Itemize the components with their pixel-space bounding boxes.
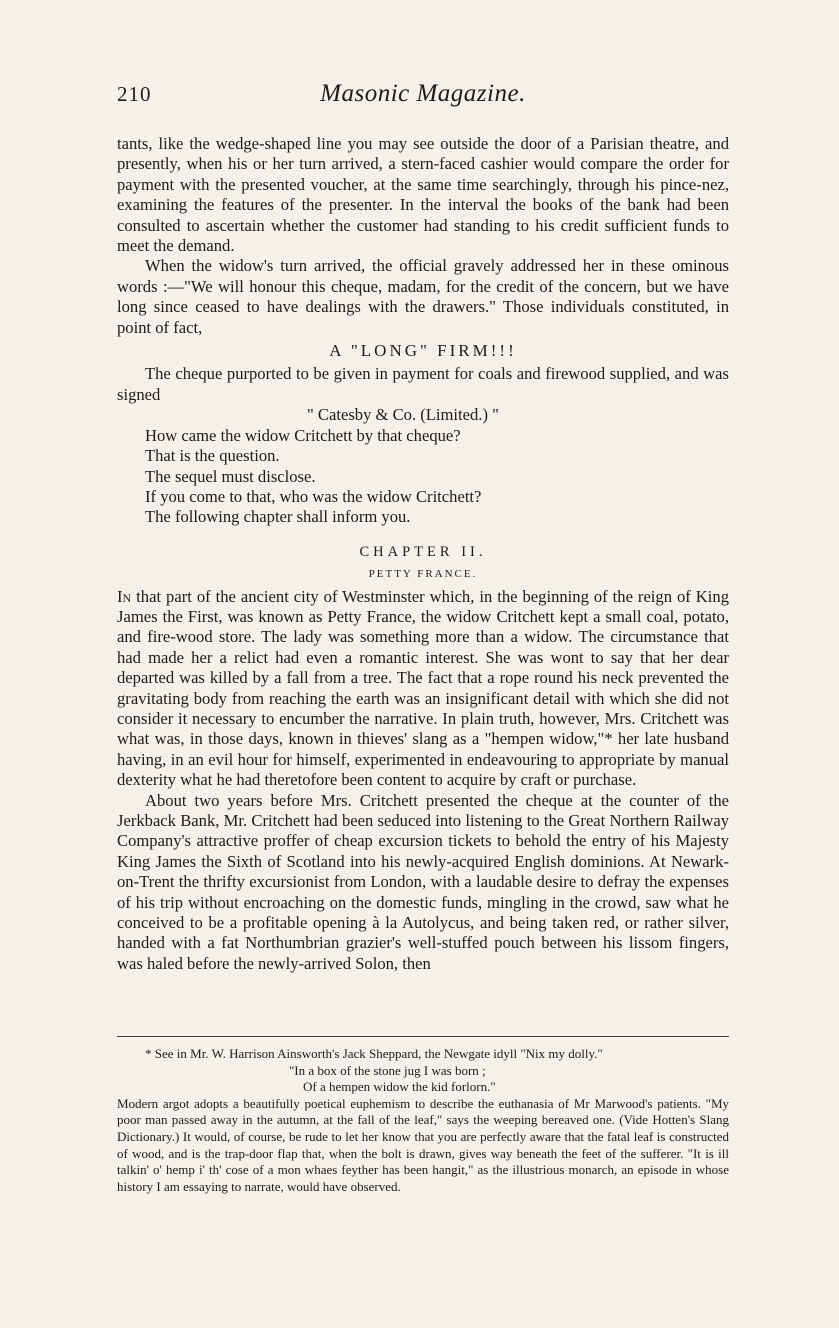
footnote-text: Modern argot adopts a beautifully poetical euphemism to describe the euthanasia of Mr Marwood's patients. "My poor man passed away in the autumn, at the fall of the leaf," says the weeping bereaved one. (Vide Hotten's Slang Dictionary.) It would, of course, be rude to let her know that you are perfectly aware that the fatal leaf is constructed of wood, and is the trap-door flap that, when the bolt is drawn, gives way beneath the feet of the sufferer. "It is ill talkin' o' hemp i' th' cose of a mon whaes feyther has been hangit," as the illustrious monarch, an episode in whose history I am essaying to narrate, would have observed. [117,1095,729,1194]
footnote-verse-1: "In a box of the stone jug I was born ; [289,1062,486,1078]
paragraph-4-text: that part of the ancient city of Westminster which, in the beginning of the reign of King James the First, was known as Petty France, the widow Critchett kept a small coal, potato, and fire-wood store. The lady was something more than a widow. The circumstance that had made her a relict had even a romantic interest. She was wont to say that her dear departed was killed by a fall from a tree. The fact that a rope round his neck prevented the gravitating body from reaching the earth was an insignificant detail with which she did not consider it necessary to encumber the narrative. In plain truth, however, Mrs. Critchett was what was, in those days, known in thieves' slang as a "hempen widow,"* her late husband having, in an evil hour for himself, experimented in endeavouring to appropriate by manual dexterity what he had theretofore been content to acquire by craft or purchase. [117,586,729,790]
verse-line-2: That is the question. [145,446,280,466]
paragraph-5: About two years before Mrs. Critchett presented the cheque at the counter of the Jerkback Bank, Mr. Critchett had been seduced into listening to the Great Northern Railway Company's attractive proffer of cheap excursion tickets to behold the entry of his Majesty King James the Sixth of Scotland into his newly-acquired English dominions. At Newark-on-Trent the thrifty excursionist from London, with a laudable desire to defray the expenses of his trip without encroaching on the domestic funds, mingling in the crowd, saw what he conceived to be a profitable opening à la Autolycus, and being taken red, or rather silver, handed with a fat Northumbrian grazier's well-stuffed pouch between his lissom fingers, was haled before the newly-arrived Solon, then [117,790,729,973]
footnote-divider [117,1036,729,1037]
signature-line: " Catesby & Co. (Limited.) " [307,405,499,425]
verse-line-5: The following chapter shall inform you. [145,507,411,527]
paragraph-3: The cheque purported to be given in payment for coals and firewood supplied, and was signed [117,364,729,404]
paragraph-1: tants, like the wedge-shaped line you may see outside the door of a Parisian theatre, and presently, when his or her turn arrived, a stern-faced cashier would compare the order for payment with the presented voucher, at the same time searchingly, through his pince-nez, examining the features of the presenter. In the interval the books of the bank had been consulted to ascertain whether the customer had standing to his credit sufficient funds to meet the demand. [117,134,729,256]
firm-heading: A "LONG" FIRM!!! [329,341,517,361]
verse-line-1: How came the widow Critchett by that cheque? [145,425,461,445]
verse-line-4: If you come to that, who was the widow Critchett? [145,486,482,506]
footnote-verse-2: Of a hempen widow the kid forlorn." [303,1079,496,1095]
article-body [117,134,729,974]
chapter-subheading: PETTY FRANCE. [368,568,478,581]
footnote-block [117,1046,729,1195]
drop-word: In [117,586,132,606]
paragraph-2: When the widow's turn arrived, the official gravely addressed her in these ominous words :—"We will honour this cheque, madam, for the credit of the concern, but we have long since ceased to have dealings with the drawers." Those individuals constituted, in point of fact, [117,256,729,337]
page-number: 210 [117,82,152,106]
footnote-lead: * See in Mr. W. Harrison Ainsworth's Jack Sheppard, the Newgate idyll "Nix my dolly." [145,1046,603,1061]
paragraph-4 [117,587,729,791]
page-header [117,82,729,122]
running-title: Masonic Magazine. [320,80,526,107]
verse-line-3: The sequel must disclose. [145,466,316,486]
chapter-heading: CHAPTER II. [359,543,487,560]
